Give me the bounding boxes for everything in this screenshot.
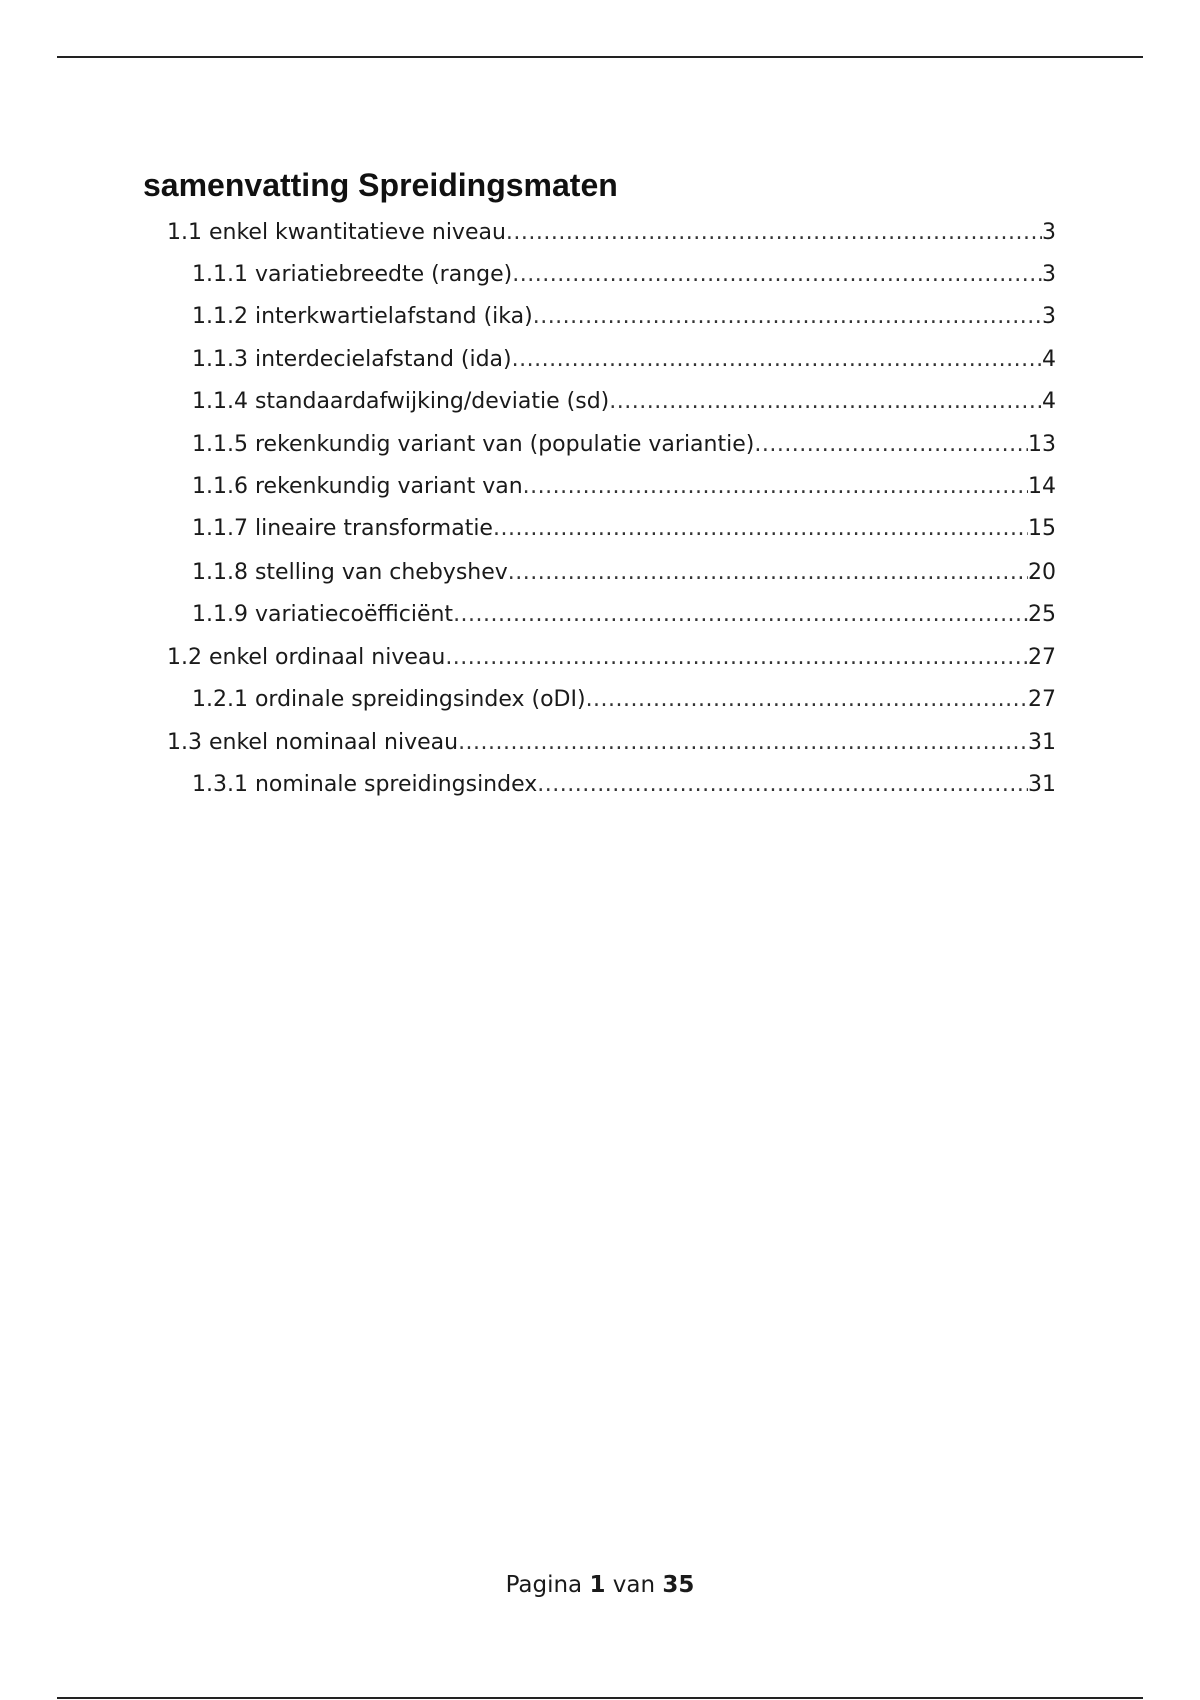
footer-separator: van	[612, 1572, 656, 1598]
toc-entry-label: 1.1.2 interkwartielafstand (ika)	[192, 304, 533, 329]
toc-dot-leader	[754, 432, 1028, 458]
toc-page-number: 31	[1028, 730, 1056, 755]
toc-dot-leader	[586, 687, 1028, 713]
toc-entry-label: 1.3.1 nominale spreidingsindex	[192, 772, 538, 797]
toc-dot-leader	[523, 474, 1028, 500]
toc-dot-leader	[506, 220, 1042, 246]
toc-dot-leader	[609, 389, 1042, 415]
toc-entry-label: 1.1.6 rekenkundig variant van	[192, 474, 523, 499]
toc-entry[interactable]	[192, 516, 1056, 542]
toc-entry[interactable]	[192, 560, 1056, 586]
toc-entry-label: 1.1.1 variatiebreedte (range)	[192, 262, 513, 287]
footer-prefix: Pagina	[505, 1572, 583, 1598]
toc-dot-leader	[508, 560, 1028, 586]
toc-page-number: 20	[1028, 560, 1056, 585]
header-rule	[57, 56, 1143, 58]
toc-entry-label: 1.2 enkel ordinaal niveau	[167, 645, 446, 670]
toc-page-number: 3	[1042, 304, 1056, 329]
toc-entry[interactable]	[192, 432, 1056, 458]
toc-entry[interactable]	[192, 687, 1056, 713]
toc-page-number: 27	[1028, 687, 1056, 712]
toc-entry[interactable]	[192, 304, 1056, 330]
footer-current-page: 1	[589, 1572, 606, 1598]
toc-dot-leader	[533, 304, 1042, 330]
toc-entry-label: 1.1.5 rekenkundig variant van (populatie variantie)	[192, 432, 755, 457]
toc-entry[interactable]	[167, 645, 1056, 671]
toc-entry-label: 1.2.1 ordinale spreidingsindex (oDI)	[192, 687, 586, 712]
toc-entry-label: 1.1 enkel kwantitatieve niveau	[167, 220, 506, 245]
toc-page-number: 25	[1028, 602, 1056, 627]
toc-page-number: 3	[1042, 262, 1056, 287]
toc-page-number: 14	[1028, 474, 1056, 499]
toc-dot-leader	[453, 602, 1028, 628]
toc-entry[interactable]	[192, 389, 1056, 415]
toc-page-number: 27	[1028, 645, 1056, 670]
footer-total-pages: 35	[662, 1572, 695, 1598]
toc-entry-label: 1.1.7 lineaire transformatie	[192, 516, 493, 541]
toc-entry-label: 1.1.9 variatiecoëfficiënt	[192, 602, 454, 627]
toc-page-number: 3	[1042, 220, 1056, 245]
toc-dot-leader	[493, 516, 1028, 542]
toc-entry[interactable]	[192, 262, 1056, 288]
toc-dot-leader	[537, 772, 1028, 798]
toc-dot-leader	[458, 730, 1028, 756]
toc-entry[interactable]	[167, 730, 1056, 756]
toc-entry-label: 1.1.4 standaardafwijking/deviatie (sd)	[192, 389, 610, 414]
toc-dot-leader	[512, 347, 1042, 373]
toc-entry[interactable]	[192, 347, 1056, 373]
toc-page-number: 31	[1028, 772, 1056, 797]
toc-entry[interactable]	[192, 602, 1056, 628]
toc-page-number: 13	[1028, 432, 1056, 457]
document-title: samenvatting Spreidingsmaten	[143, 167, 618, 203]
toc-dot-leader	[445, 645, 1028, 671]
footer-rule	[57, 1697, 1143, 1699]
toc-entry-label: 1.3 enkel nominaal niveau	[167, 730, 459, 755]
toc-entry[interactable]	[192, 772, 1056, 798]
toc-page-number: 4	[1042, 389, 1056, 414]
toc-entry[interactable]	[167, 220, 1056, 246]
toc-entry[interactable]	[192, 474, 1056, 500]
toc-page-number: 15	[1028, 516, 1056, 541]
toc-page-number: 4	[1042, 347, 1056, 372]
page-footer	[0, 1571, 1200, 1599]
toc-entry-label: 1.1.8 stelling van chebyshev	[192, 560, 508, 585]
toc-dot-leader	[512, 262, 1042, 288]
toc-entry-label: 1.1.3 interdecielafstand (ida)	[192, 347, 512, 372]
